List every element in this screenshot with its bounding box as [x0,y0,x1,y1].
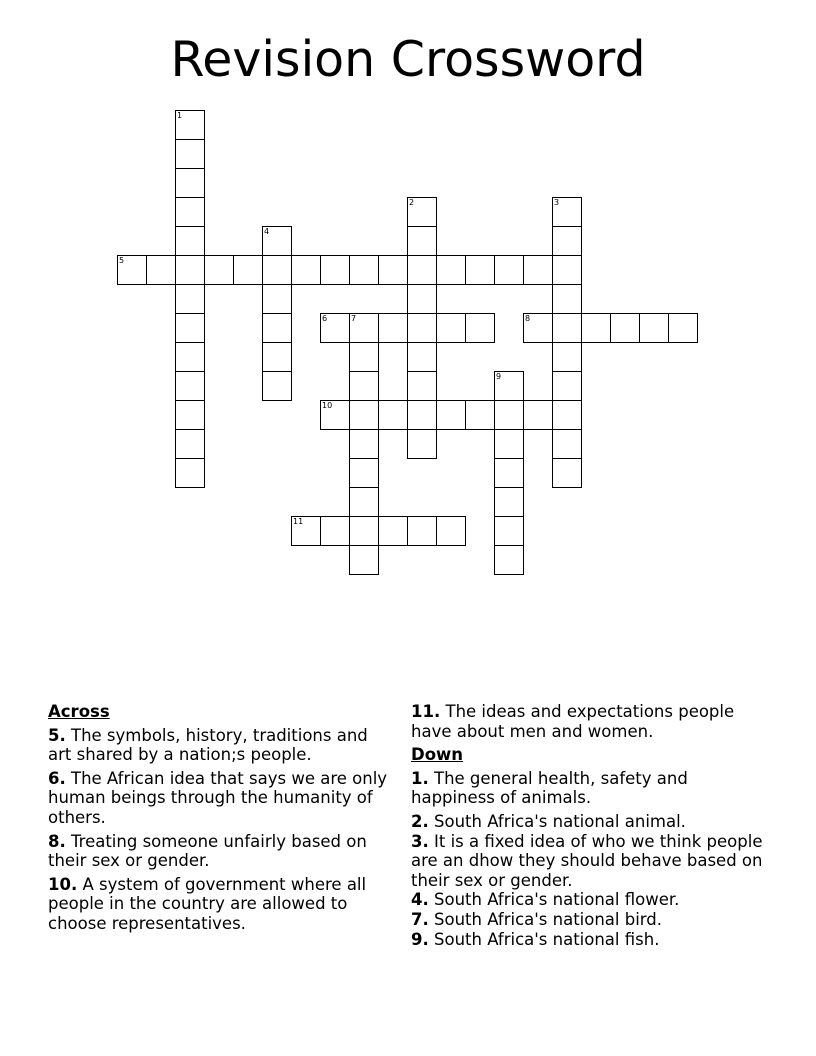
crossword-cell [407,226,437,256]
crossword-cell [523,313,553,343]
crossword-cell [465,313,495,343]
clue-number: 7. [411,909,429,929]
cell-number: 7 [351,314,357,323]
clue-text: The general health, safety and happiness of animals. [411,768,688,808]
crossword-cell [262,255,292,285]
crossword-cell [668,313,698,343]
crossword-cell [349,313,379,343]
clue-down-4 [411,890,771,910]
clue-across-11 [411,702,771,741]
crossword-cell [349,487,379,517]
clue-down-7 [411,910,771,930]
clue-across-5 [48,726,396,765]
crossword-cell [581,313,611,343]
clue-text: The African idea that says we are only human beings through the humanity of others. [48,768,388,827]
clue-number: 4. [411,890,429,910]
cell-number: 8 [525,314,531,323]
crossword-cell [175,139,205,169]
crossword-cell [407,313,437,343]
crossword-cell [175,313,205,343]
crossword-cell [552,371,582,401]
crossword-cell [204,255,234,285]
crossword-cell [175,197,205,227]
crossword-cell [349,458,379,488]
crossword-cell [552,342,582,372]
crossword-cell [494,400,524,430]
clue-text: A system of government where all people in the country are allowed to choose representatives. [48,874,367,933]
cell-number: 11 [293,517,304,526]
crossword-cell [262,371,292,401]
clue-text: South Africa's national flower. [434,890,680,910]
crossword-cell [349,255,379,285]
clue-text: South Africa's national bird. [434,909,663,929]
cell-number: 4 [264,227,270,236]
page-title: Revision Crossword [170,31,646,88]
clue-number: 9. [411,929,429,949]
clues-left-column [48,702,396,938]
clue-number: 6. [48,768,66,788]
cell-number: 1 [177,111,183,120]
clue-down-3 [411,832,771,891]
crossword-cell [349,371,379,401]
clue-number: 3. [411,831,429,851]
crossword-cell [523,255,553,285]
crossword-cell [465,400,495,430]
crossword-cell [407,197,437,227]
crossword-cell [523,400,553,430]
crossword-cell [349,400,379,430]
crossword-cell [175,110,205,140]
crossword-cell [407,342,437,372]
crossword-cell [378,516,408,546]
crossword-cell [407,429,437,459]
cell-number: 5 [119,256,125,265]
clue-down-1 [411,769,771,808]
clue-number: 2. [411,811,429,831]
clue-number: 8. [48,831,66,851]
crossword-cell [291,255,321,285]
crossword-cell [407,284,437,314]
crossword-cell [552,458,582,488]
crossword-cell [262,284,292,314]
crossword-cell [552,313,582,343]
crossword-cell [262,226,292,256]
crossword-cell [291,516,321,546]
crossword-cell [175,400,205,430]
clue-text: South Africa's national fish. [434,929,660,949]
crossword-cell [349,516,379,546]
crossword-cell [175,458,205,488]
crossword-cell [552,284,582,314]
cell-number: 3 [554,198,560,207]
cell-number: 9 [496,372,502,381]
clue-number: 1. [411,768,429,788]
across-heading: Across [48,702,110,721]
crossword-cell [378,255,408,285]
crossword-cell [175,284,205,314]
crossword-cell [436,400,466,430]
crossword-cell [610,313,640,343]
clue-text: South Africa's national animal. [434,811,686,831]
crossword-cell [436,516,466,546]
crossword-cell [436,313,466,343]
clue-number: 11. [411,702,441,721]
clues-right-column [411,702,771,949]
crossword-cell [494,516,524,546]
crossword-cell [494,487,524,517]
crossword-cell [175,226,205,256]
crossword-cell [320,255,350,285]
crossword-cell [349,342,379,372]
clue-number: 5. [48,725,66,745]
crossword-cell [175,429,205,459]
crossword-cell [407,371,437,401]
crossword-cell [494,255,524,285]
crossword-cell [175,255,205,285]
crossword-cell [349,429,379,459]
crossword-cell [552,429,582,459]
crossword-cell [494,429,524,459]
clue-number: 10. [48,874,78,894]
crossword-cell [407,255,437,285]
crossword-cell [233,255,263,285]
crossword-cell [494,545,524,575]
crossword-cell [146,255,176,285]
down-heading: Down [411,745,464,765]
clue-text: It is a fixed idea of who we think people are an dhow they should behave based on their sex or gender. [411,831,763,890]
clue-text: Treating someone unfairly based on their sex or gender. [48,831,367,871]
crossword-cell [262,342,292,372]
crossword-cell [552,400,582,430]
crossword-cell [378,400,408,430]
crossword-cell [349,545,379,575]
crossword-cell [320,516,350,546]
crossword-cell [552,255,582,285]
crossword-cell [117,255,147,285]
crossword-cell [639,313,669,343]
cell-number: 2 [409,198,415,207]
crossword-cell [262,313,292,343]
crossword-cell [320,313,350,343]
clue-down-2 [411,812,771,832]
clue-across-8 [48,832,396,871]
crossword-cell [175,168,205,198]
crossword-cell [320,400,350,430]
clue-across-10 [48,875,396,934]
crossword-cell [552,226,582,256]
crossword-cell [465,255,495,285]
crossword-cell [494,458,524,488]
clue-down-9 [411,930,771,950]
crossword-cell [407,516,437,546]
crossword-cell [436,255,466,285]
crossword-cell [175,342,205,372]
crossword-cell [494,371,524,401]
cell-number: 10 [322,401,333,410]
clue-across-6 [48,769,396,828]
crossword-cell [407,400,437,430]
clue-text: The symbols, history, traditions and art shared by a nation;s people. [48,725,368,765]
clue-text: The ideas and expectations people have about men and women. [411,702,735,741]
crossword-cell [175,371,205,401]
crossword-cell [552,197,582,227]
cell-number: 6 [322,314,328,323]
crossword-cell [378,313,408,343]
